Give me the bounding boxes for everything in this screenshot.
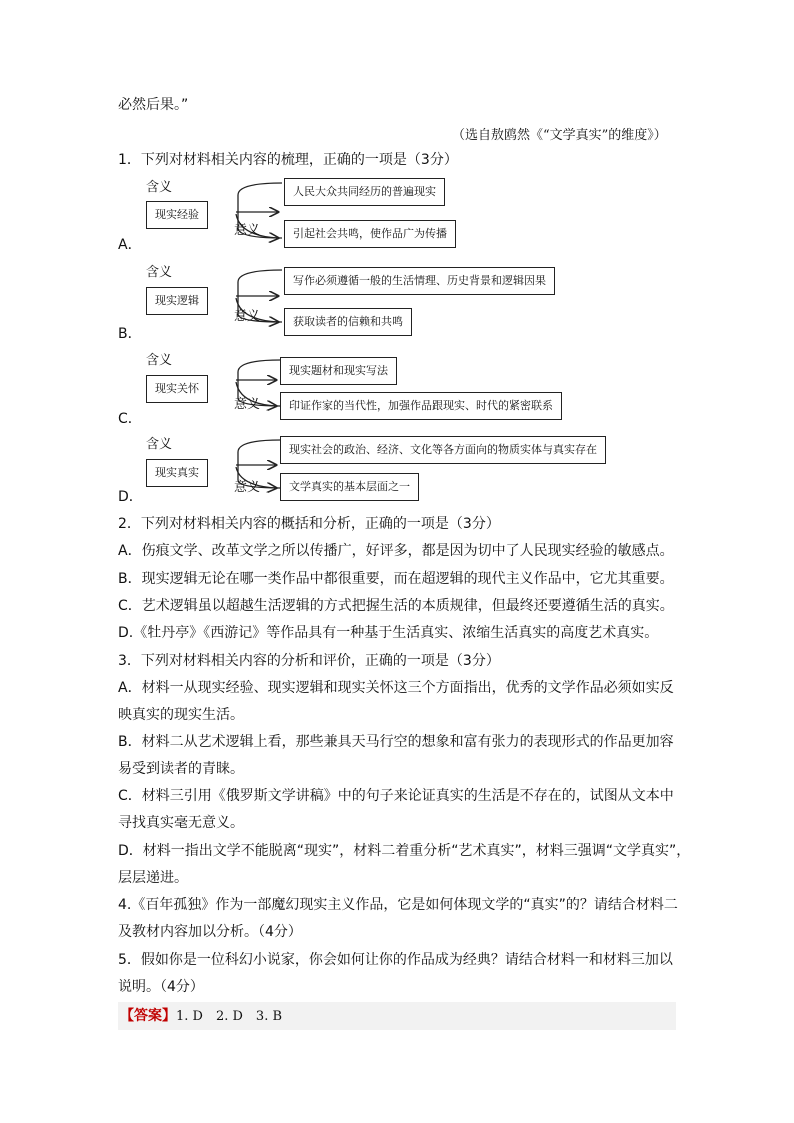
q3-line: 易受到读者的青睐。 <box>118 761 244 777</box>
q1-b-meaning-box: 写作必须遵循一般的生活情理、历史背景和逻辑因果 <box>284 267 555 295</box>
q1-d-significance-label: 意义 <box>234 480 261 495</box>
q2-option-c: C．艺术逻辑虽以超越生活逻辑的方式把握生活的本质规律，但最终还要遵循生活的真实。 <box>118 598 674 614</box>
q3-line: 映真实的现实生活。 <box>118 707 244 723</box>
q3-line: C．材料三引用《俄罗斯文学讲稿》中的句子来论证真实的生活是不存在的，试图从文本中 <box>118 788 674 804</box>
q1-b-letter: B． <box>118 326 142 342</box>
q1-c-significance-label: 意义 <box>234 397 261 412</box>
q1-a-concept-box: 现实经验 <box>146 201 208 229</box>
answer-line <box>120 1007 282 1026</box>
q1-d-significance-box: 文学真实的基本层面之一 <box>280 473 419 501</box>
q1-a-meaning-label: 含义 <box>146 180 173 195</box>
answer-label: 【答案】 <box>120 1008 176 1024</box>
answer-text: 1. D 2. D 3. B <box>176 1009 283 1024</box>
q3-line: B．材料二从艺术逻辑上看，那些兼具天马行空的想象和富有张力的表现形式的作品更加容 <box>118 734 674 750</box>
q1-b-concept-box: 现实逻辑 <box>146 287 208 315</box>
q1-a-letter: A． <box>118 237 142 253</box>
q1-c-concept-box: 现实关怀 <box>146 375 208 403</box>
q5-line: 5．假如你是一位科幻小说家，你会如何让你的作品成为经典？请结合材料一和材料三加以 <box>118 952 673 968</box>
q2-option-b: B．现实逻辑无论在哪一类作品中都很重要，而在超逻辑的现代主义作品中，它尤其重要。 <box>118 571 674 587</box>
q1-b-significance-label: 意义 <box>234 309 261 324</box>
q4-line: 及教材内容加以分析。（4分） <box>118 924 302 940</box>
q2-option-d: D.《牡丹亭》《西游记》等作品具有一种基于生活真实、浓缩生活真实的高度艺术真实。 <box>118 625 659 641</box>
q3-line: 寻找真实毫无意义。 <box>118 815 244 831</box>
q1-d-concept-box: 现实真实 <box>146 459 208 487</box>
q3-line: D．材料一指出文学不能脱离“现实”，材料二着重分析“艺术真实”，材料三强调“文学真实”， <box>118 843 691 859</box>
q3-line: A．材料一从现实经验、现实逻辑和现实关怀这三个方面指出，优秀的文学作品必须如实反 <box>118 680 674 696</box>
q1-c-letter: C． <box>118 411 142 427</box>
q2-option-a: A．伤痕文学、改革文学之所以传播广，好评多，都是因为切中了人民现实经验的敏感点。 <box>118 543 674 559</box>
q1-c-meaning-box: 现实题材和现实写法 <box>280 357 397 385</box>
q1-a-significance-label: 意义 <box>234 223 261 238</box>
source-citation: （选自敖鸥然《“文学真实”的维度》） <box>452 128 667 143</box>
q1-b-significance-box: 获取读者的信赖和共鸣 <box>284 308 412 336</box>
intro-tail: 必然后果。” <box>118 97 189 113</box>
q1-stem: 1．下列对材料相关内容的梳理，正确的一项是（3分） <box>118 152 458 168</box>
q3-stem: 3．下列对材料相关内容的分析和评价，正确的一项是（3分） <box>118 653 500 669</box>
q5-line: 说明。（4分） <box>118 979 204 995</box>
q1-d-meaning-box: 现实社会的政治、经济、文化等各方面向的物质实体与真实存在 <box>280 436 606 464</box>
q1-a-significance-box: 引起社会共鸣，使作品广为传播 <box>284 220 456 248</box>
q1-d-meaning-label: 含义 <box>146 437 173 452</box>
q1-d-letter: D． <box>118 489 143 505</box>
q1-c-meaning-label: 含义 <box>146 353 173 368</box>
q2-stem: 2．下列对材料相关内容的概括和分析，正确的一项是（3分） <box>118 516 500 532</box>
q3-line: 层层递进。 <box>118 870 188 886</box>
q1-b-meaning-label: 含义 <box>146 265 173 280</box>
q4-line: 4.《百年孤独》作为一部魔幻现实主义作品，它是如何体现文学的“真实”的？请结合材料二 <box>118 897 678 913</box>
q1-c-significance-box: 印证作家的当代性，加强作品跟现实、时代的紧密联系 <box>280 392 562 420</box>
q1-a-meaning-box: 人民大众共同经历的普遍现实 <box>284 178 445 206</box>
